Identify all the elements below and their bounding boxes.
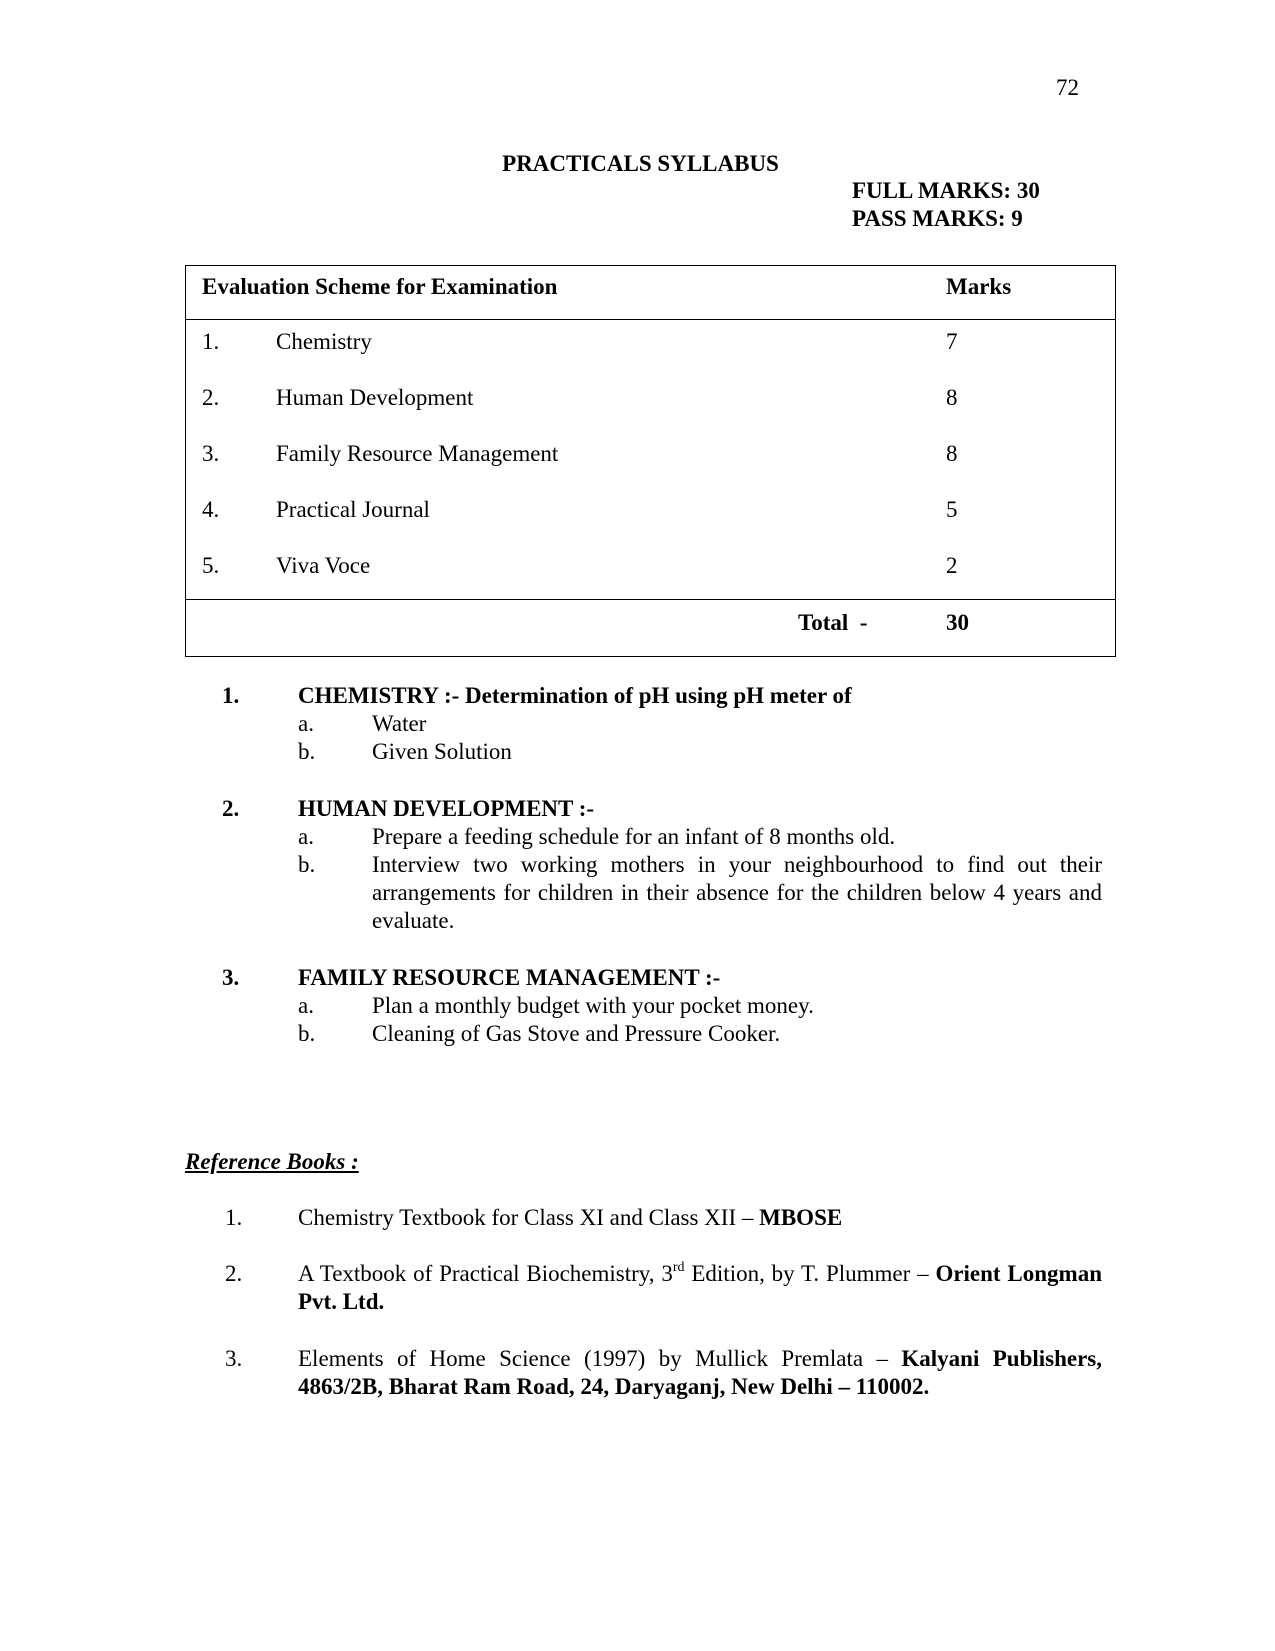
table-divider xyxy=(186,319,1115,320)
table-divider xyxy=(186,599,1115,600)
item-letter: a. xyxy=(298,993,314,1018)
row-marks: 8 xyxy=(946,385,958,410)
row-marks: 8 xyxy=(946,441,958,466)
full-marks: FULL MARKS: 30 xyxy=(852,178,1040,203)
item-letter: b. xyxy=(298,1021,316,1046)
reference-text xyxy=(298,1204,1102,1232)
section-number: 2. xyxy=(222,796,240,821)
section-heading: HUMAN DEVELOPMENT :- xyxy=(298,796,595,821)
row-number: 1. xyxy=(202,329,220,354)
item-letter: a. xyxy=(298,824,314,849)
row-marks: 5 xyxy=(946,497,958,522)
reference-title: Elements of Home Science (1997) by Mullick Premlata – xyxy=(298,1346,902,1371)
reference-books-heading: Reference Books : xyxy=(185,1149,359,1174)
row-name: Viva Voce xyxy=(276,553,371,578)
reference-number: 2. xyxy=(225,1261,243,1286)
reference-publisher: Orient Longman Pvt. Ltd. xyxy=(298,1261,1102,1314)
header-marks: Marks xyxy=(946,274,1012,299)
reference-number: 3. xyxy=(225,1346,243,1371)
section-heading: FAMILY RESOURCE MANAGEMENT :- xyxy=(298,965,721,990)
row-number: 5. xyxy=(202,553,220,578)
item-text: Given Solution xyxy=(372,739,512,764)
header-scheme: Evaluation Scheme for Examination xyxy=(202,274,558,299)
pass-marks: PASS MARKS: 9 xyxy=(852,206,1023,231)
reference-publisher: Kalyani Publishers, 4863/2B, Bharat Ram Road, 24, Daryaganj, New Delhi – 110002. xyxy=(298,1346,1102,1399)
row-marks: 2 xyxy=(946,553,958,578)
reference-superscript: rd xyxy=(672,1260,685,1275)
section-number: 1. xyxy=(222,683,240,708)
total-value: 30 xyxy=(946,610,969,635)
row-number: 2. xyxy=(202,385,220,410)
reference-title: Chemistry Textbook for Class XI and Class XII – xyxy=(298,1205,760,1230)
row-marks: 7 xyxy=(946,329,958,354)
page-number: 72 xyxy=(1056,75,1079,100)
item-text: Cleaning of Gas Stove and Pressure Cooker. xyxy=(372,1021,781,1046)
section-heading: CHEMISTRY :- Determination of pH using pH meter of xyxy=(298,683,852,708)
reference-text xyxy=(298,1260,1102,1316)
reference-title-cont: Edition, by T. Plummer – xyxy=(684,1261,936,1286)
row-number: 4. xyxy=(202,497,220,522)
reference-title: A Textbook of Practical Biochemistry, 3 xyxy=(298,1261,673,1286)
row-number: 3. xyxy=(202,441,220,466)
item-text: Prepare a feeding schedule for an infant of 8 months old. xyxy=(372,824,896,849)
item-text: Plan a monthly budget with your pocket money. xyxy=(372,993,814,1018)
item-text: Water xyxy=(372,711,427,736)
section-number: 3. xyxy=(222,965,240,990)
item-letter: b. xyxy=(298,739,316,764)
row-name: Practical Journal xyxy=(276,497,430,522)
row-name: Family Resource Management xyxy=(276,441,559,466)
item-letter: a. xyxy=(298,711,314,736)
reference-number: 1. xyxy=(225,1205,243,1230)
page-title-text: PRACTICALS SYLLABUS xyxy=(502,151,779,176)
row-name: Chemistry xyxy=(276,329,372,354)
reference-text xyxy=(298,1345,1102,1401)
item-text: Interview two working mothers in your neighbourhood to find out their arrangements for children in their absence for the children below 4 years and evaluate. xyxy=(372,852,1102,933)
total-label: Total - xyxy=(798,610,868,635)
row-name: Human Development xyxy=(276,385,474,410)
reference-publisher: MBOSE xyxy=(759,1205,843,1230)
item-letter: b. xyxy=(298,852,316,877)
page-title xyxy=(0,150,1275,178)
evaluation-table xyxy=(185,265,1116,657)
